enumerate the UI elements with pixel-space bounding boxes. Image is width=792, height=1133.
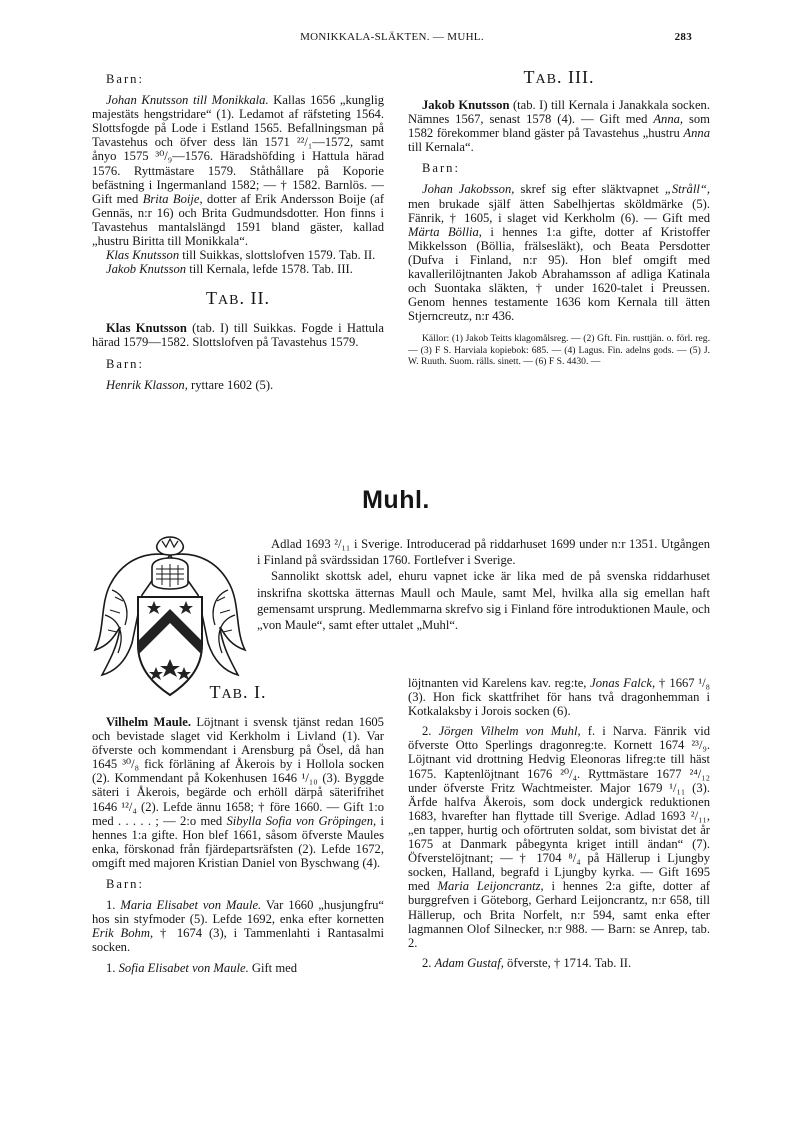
entry-text: † 1667 ¹/₈ (3). Hon fick skattfrihet för hans två dragonhemman i Kotkalaksby i Jorois socken (6). [408,676,710,719]
person-name: Anna [683,126,710,141]
entry-henrik-klasson [92,378,384,392]
family-title: Muhl. [362,486,430,514]
person-name: Jakob Knutsson [106,262,187,277]
entry-text: (tab. I) till Suikkas. Fogde i Hattula härad 1579—1582. Slottslofven på Tavastehus 1579. [92,321,384,350]
person-name: Johan Knutsson till Monikkala. [106,93,269,108]
barn-label: Barn: [422,161,460,176]
entry-text: löjtnanten vid Karelens kav. reg:te, [408,676,587,690]
person-name: Märta Böllia [408,224,479,239]
person-name: Adam Gustaf, [434,955,504,970]
barn-label: Barn: [106,72,144,86]
entry-text: † 1674 (3), i Tammenlahti i Rantasalmi socken. [92,926,384,955]
crest-name: „Stråll“, [664,182,710,197]
barn-label: Barn: [106,877,144,892]
entry-text: till Kernala, lefde 1578. Tab. III. [189,262,353,277]
entry-text: som 1582 förekommer bland gäster på Tavastehus „hustru [408,112,710,141]
person-name: Johan Jakobsson, [422,182,515,197]
person-name: Brita Boije, [142,191,203,206]
person-name: Jörgen Vilhelm von Muhl, [438,724,581,739]
header-title: MONIKKALA-SLÄKTEN. — MUHL. [300,31,484,43]
entry-text: ryttare 1602 (5). [191,377,274,392]
person-name: Sibylla Sofia von Gröpingen, [226,813,377,828]
person-name: Erik Bohm, [92,926,154,941]
person-name: Vilhelm Maule. [106,715,191,729]
person-name: Jakob Knutsson [422,98,510,112]
entry-text: (tab. I) till Kernala i Janakkala socken. Nämnes 1567, senast 1578 (4). — Gift med [408,98,710,127]
entry-klas-tab2 [92,321,384,349]
entry-text: i hennes 2:a gifte, dotter af burggrefven i Göteborg, Gerhard Leijoncrantz, n:r 658, till Hällerup, och Brita Norfelt, n:r 594, samt enka efter lagmannen Olof Silnecker, n:r 988. — Barn: se Anrep, tab. 2. [408,879,710,950]
entry-jakob-knutsson [92,262,384,276]
person-name: Anna, [653,112,684,127]
child-number: 2. [422,955,432,970]
child-number: 1. [106,960,116,975]
tab-letter: T [209,682,222,702]
entry-text: till Suikkas, slottslofven 1579. Tab. II. [182,248,376,263]
person-name: Henrik Klasson, [106,377,188,392]
entry-vilhelm-maule [92,715,384,870]
entry-text: skref sig efter släktvapnet [520,182,659,197]
left-column-top [92,65,384,392]
entry-johan-jakobsson [408,182,710,323]
right-column-bottom [408,676,710,970]
entry-jakob-tab3 [408,98,710,154]
intro-paragraph-1: Adlad 1693 ²/₁₁ i Sverige. Introducerad på riddarhuset 1699 under n:r 1351. Utgången i Finland på svärdssidan 1760. Fortlefver i Sverige. [257,537,710,568]
page-number: 283 [674,31,692,43]
entry-text: öfverste, † 1714. Tab. II. [507,955,632,970]
entry-text: Löjtnant i svensk tjänst redan 1605 och bevistade slaget vid Kerkholm i Livland (1). Var öfverste och kommendant i Arensburg på Ösel, då han 1645 ³⁰/₈ fick förläning af Åkerois by i Hollola socken (2). Kommendant på Kokenhusen 1646 ¹/₁₀ (3). Byggde säteri i Åkerois, begärde och erhöll därpå säterifrihet 1646 ¹²/₄ (2). Lefde ännu 1658; † före 1660. — Gift 1:o med . . . . . ; — 2:o med [92,715,384,828]
tab-number: . III. [556,67,595,87]
intro-paragraph-2: Sannolikt skottsk adel, ehuru vapnet icke är lika med de på svenska riddarhuset inskrifna skottska ätternas Maull och Maule, samt Mel, hvilka alla sig emellan haft gemensamt ursprung. Medlemmarna skrefvo sig i Finland före introduktionen Maule, och „von Maule“, samt efter uttalet „Muhl“. [257,569,710,633]
tab-letters: AB [221,687,243,702]
right-column-top [408,65,710,367]
person-name: Jonas Falck, [590,676,656,690]
tab-number: . I. [242,682,267,702]
muhl-intro [257,536,710,633]
tab-heading-2 [92,286,384,313]
tab-letters: AB [218,293,240,309]
entry-sofia-elisabet [92,961,384,975]
person-name: Maria Leijoncrantz, [437,879,544,894]
left-column-bottom [92,680,384,975]
sources-note: Källor: (1) Jakob Teitts klagomålsreg. — (2) Gft. Fin. rusttjän. o. förl. reg. — (3) F S. Harviala kopiebok: 685. — (4) Lagus. Fin. adelns gods. — (5) J. W. Ruuth. Suom. rälls. sinett. — (6) F S. 4430. — [408,333,710,367]
entry-adam-gustaf [408,956,710,970]
tab-letter: T [206,288,219,309]
entry-klas-knutsson [92,248,384,262]
person-name: Maria Elisabet von Maule. [120,898,262,913]
person-name: Klas Knutsson [106,321,187,336]
entry-text: dotter af Erik Andersson Boije (af Gennäs, n:r 16) och Brita Gudmundsdotter. Hon finns i Tavastehus mantalslängd 1591 bland gäster, kallad „hustru Biritta till Monikkala“. [92,191,385,249]
entry-text: men brukade själf ätten Sabelhjertas sköldmärke (5). Fänrik, † 1605, i slaget vid Kerkholm (6). — Gift med [408,196,710,225]
running-header [92,31,692,47]
barn-label: Barn: [106,356,144,371]
person-name: Klas Knutsson [106,248,180,263]
entry-text: till Kernala“. [408,140,474,155]
entry-text: Gift med [251,960,298,975]
person-name: Sofia Elisabet von Maule. [118,960,249,975]
child-number: 1. [106,898,116,913]
tab-number: . II. [239,288,270,309]
entry-maria-elisabet [92,898,384,954]
tab-heading-1 [92,680,384,707]
tab-letters: AB [535,72,557,87]
entry-text: Kallas 1656 „kunglig majestäts hengstridare“ (1). Ledamot af räfsteting 1564. Slottsfogde på Lode i Estland 1565. Befallningsman på Tavastehus och öfver dess län 1571 ²²/₁—1572, samt ånyo 1575 ³⁰/₉—1576. Häradshöfding i Hattula härad 1576. Ryttmästare 1579. Ståthållare på Koporie befästning i Ingermanland 1582; — † 1582. Barnlös. — Gift med [92,93,384,206]
entry-text: f. i Narva. Fänrik vid öfverste Otto Sperlings dragonreg:te. Kornett 1674 ²³/₉. Löjtnant vid drottning Hedvig Eleonoras lifreg:te till häst 1675. Kaptenlöjtnant 1676 ²⁰/₄. Ryttmästare 1677 ²⁴/₁₂ under öfverste Fritz Wachtmeister. Major 1679 ¹/₁₁ (3). Ärfde halfva Åkerois, som dock undergick reduktionen 1683, hvarefter han flyttade till Sverige. Adlad 1693 ²/₁₁, „en tapper, hurtig och oförtruten soldat, som bivistat det år 1675 at Danmark påbegynta kriget intill ändan“ (7). Öfverstelöjtnant; — † 1704 ⁸/₄ på Hällerup i Ljungby socken, Halland, begrafd i Ljungby kyrka. — Gift 1695 med [408,724,711,894]
entry-johan-knutsson [92,93,384,248]
entry-jorgen-vilhelm [408,724,710,950]
tab-heading-3 [408,65,710,92]
entry-text: , i hennes 1:a gifte, dotter af Kristoffer Mikkelsson (Böllia, frälsesläkt), och Beata Persdotter (Dufva i Finland, n:r 95). Hon blef omgift med kavallerilöjtnanten Jakob Abrahamsson af adliga Katinala och Suontaka släkten, † under 1620-talet i Preussen. Genom hennes testamente 1636 kom Kernala till ätten Stjerncreutz, n:r 436. [408,224,711,324]
child-number: 2. [422,724,432,739]
tab-letter: T [523,67,536,87]
entry-text: i hennes 1:a gifte. Hon blef 1661, såsom öfverste Maules enka, förskonad från fjärdepartsräfsten (2). Lefde 1672, omgift med majoren Kristian Daniel von Byschwang (4). [92,813,384,870]
entry-text: Var 1660 „husjungfru“ hos sin styfmoder (5). Lefde 1692, enka efter kornetten [92,898,384,927]
entry-continuation [408,676,710,718]
